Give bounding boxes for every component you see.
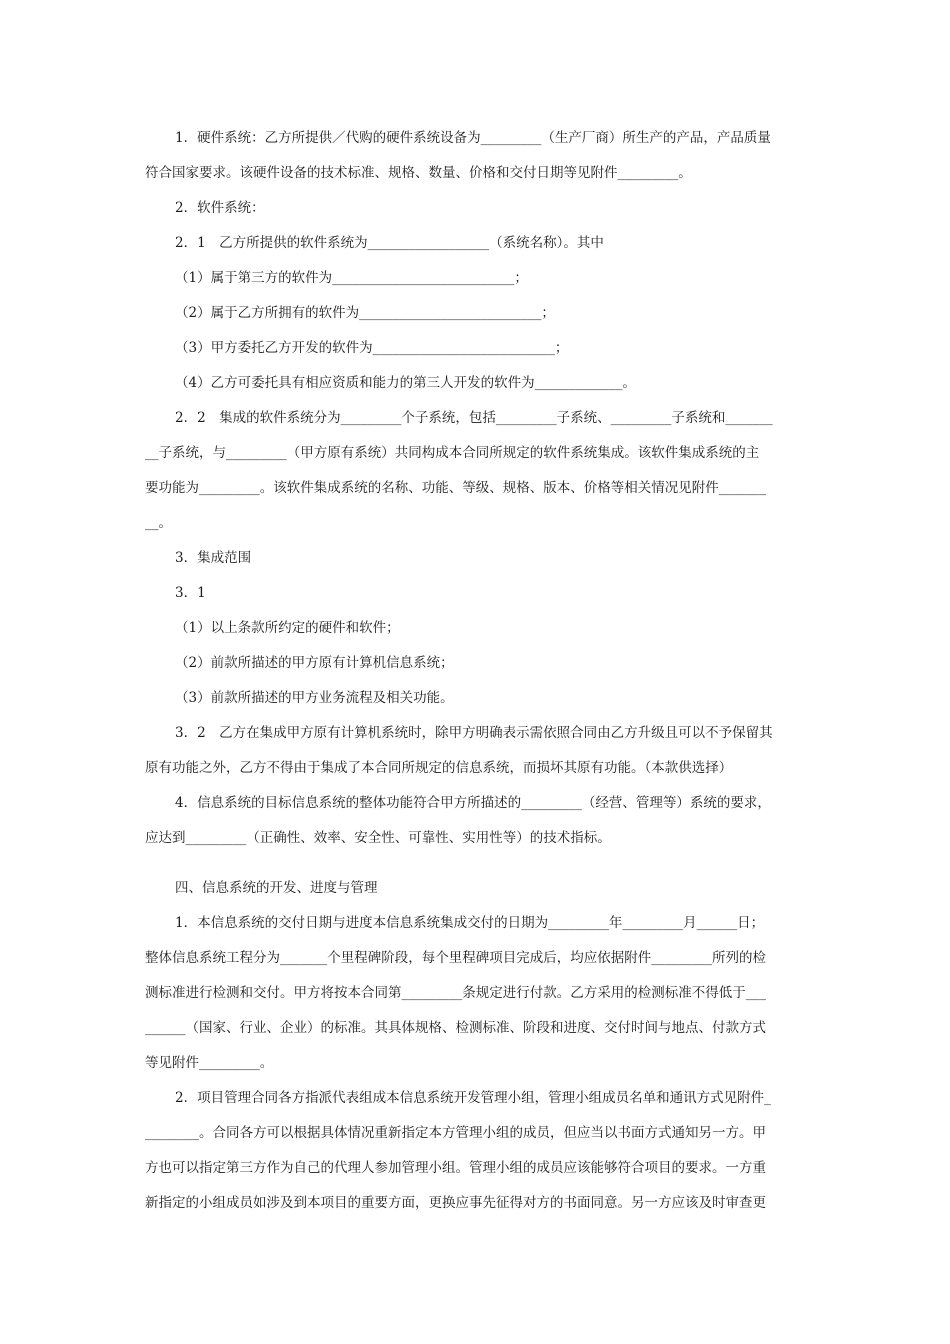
clause-4-line-1: 4．信息系统的目标信息系统的整体功能符合甲方所描述的_________（经营、管理等）系统的要求， xyxy=(175,795,771,811)
section-4-clause-1-line-1: 1．本信息系统的交付日期与进度本信息系统集成交付的日期为_________年_________月______日； xyxy=(175,915,765,931)
clause-2-1-item-3: （3）甲方委托乙方开发的软件为___________________________； xyxy=(175,340,569,356)
clause-2-1: 2．1 乙方所提供的软件系统为__________________（系统名称）。其中 xyxy=(175,235,604,251)
clause-2-2-line-3: 要功能为_________。该软件集成系统的名称、功能、等级、规格、版本、价格等相关情况见附件_______ xyxy=(145,480,766,496)
clause-3-1-item-1: （1）以上条款所约定的硬件和软件； xyxy=(175,620,400,636)
section-4-clause-2-line-4: 新指定的小组成员如涉及到本项目的重要方面，更换应事先征得对方的书面同意。另一方应该及时审查更 xyxy=(145,1195,766,1211)
clause-2-2-line-2: __子系统，与_________（甲方原有系统）共同构成本合同所规定的软件系统集成。该软件集成系统的主 xyxy=(145,445,760,461)
section-4-clause-2-line-1: 2．项目管理合同各方指派代表组成本信息系统开发管理小组，管理小组成员名单和通讯方式见附件_ xyxy=(175,1090,771,1106)
clause-2-1-item-4: （4）乙方可委托具有相应资质和能力的第三人开发的软件为_____________。 xyxy=(175,375,636,391)
clause-2-2-line-1: 2．2 集成的软件系统分为_________个子系统，包括_________子系统、_________子系统和_______ xyxy=(175,410,773,426)
section-4-heading: 四、信息系统的开发、进度与管理 xyxy=(175,880,378,896)
section-4-clause-1-line-2: 整体信息系统工程分为_______个里程碑阶段，每个里程碑项目完成后，均应依据附件_________所列的检 xyxy=(145,950,766,966)
section-4-clause-2-line-3: 方也可以指定第三方作为自己的代理人参加管理小组。管理小组的成员应该能够符合项目的要求。一方重 xyxy=(145,1160,766,1176)
clause-2-1-item-1: （1）属于第三方的软件为___________________________； xyxy=(175,270,528,286)
section-4-clause-1-line-5: 等见附件_________。 xyxy=(145,1055,274,1071)
section-4-clause-1-line-4: ______（国家、行业、企业）的标准。其具体规格、检测标准、阶段和进度、交付时间与地点、付款方式 xyxy=(145,1020,766,1036)
clause-3-1-item-2: （2）前款所描述的甲方原有计算机信息系统； xyxy=(175,655,454,671)
section-4-clause-1-line-3: 测标准进行检测和交付。甲方将按本合同第_________条规定进行付款。乙方采用的检测标准不得低于___ xyxy=(145,985,766,1001)
clause-2-1-item-2: （2）属于乙方所拥有的软件为___________________________； xyxy=(175,305,555,321)
clause-3-1-item-3: （3）前款所描述的甲方业务流程及相关功能。 xyxy=(175,690,454,706)
clause-3-2-line-2: 原有功能之外，乙方不得由于集成了本合同所规定的信息系统，而损坏其原有功能。（本款供选择） xyxy=(145,760,733,776)
clause-3-heading: 3．集成范围 xyxy=(175,550,252,566)
clause-2-heading: 2．软件系统： xyxy=(175,200,265,216)
clause-1-line-1: 1．硬件系统：乙方所提供／代购的硬件系统设备为_________（生产厂商）所生产的产品，产品质量 xyxy=(175,130,771,146)
clause-4-line-2: 应达到_________（正确性、效率、安全性、可靠性、实用性等）的技术指标。 xyxy=(145,830,611,846)
clause-2-2-line-4: __。 xyxy=(145,515,172,531)
section-4-clause-2-line-2: ________。合同各方可以根据具体情况重新指定本方管理小组的成员，但应当以书面方式通知另一方。甲 xyxy=(145,1125,766,1141)
clause-1-line-2: 符合国家要求。该硬件设备的技术标准、规格、数量、价格和交付日期等见附件_________。 xyxy=(145,165,692,181)
clause-3-1: 3．1 xyxy=(175,585,206,601)
clause-3-2-line-1: 3．2 乙方在集成甲方原有计算机系统时，除甲方明确表示需依照合同由乙方升级且可以不予保留其 xyxy=(175,725,773,741)
